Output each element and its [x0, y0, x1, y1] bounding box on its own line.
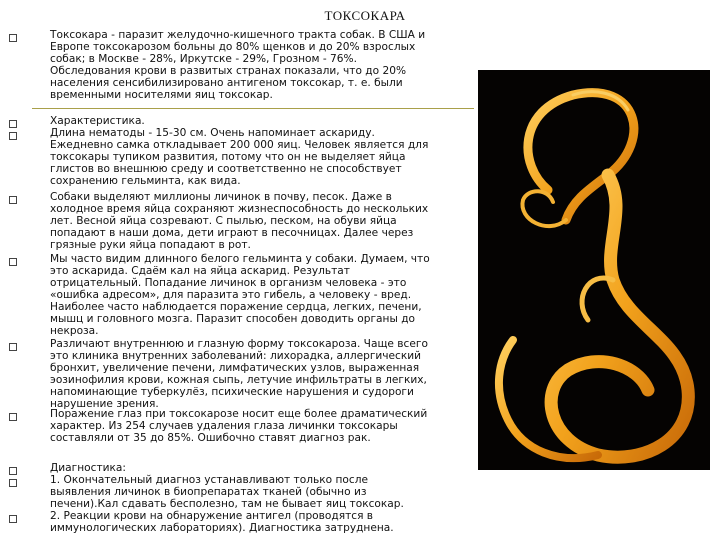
- item-text: Токсокара - паразит желудочно-кишечного тракта собак. В США и Европе токсокарозом больны до 80% щенков и до 20% взрослых собак; в Москве - 28%, Иркутске - 29%, Грозном - 76%. Обследования крови в развитых странах показали, что до 20% населения сенсибилизировано антигеном токсокар, т. е. были временными носителями яиц токсокар.: [50, 29, 426, 101]
- slide-title: ТОКСОКАРА: [324, 8, 406, 23]
- bullet-icon: [9, 413, 17, 421]
- toxocara-worm-photo: [478, 70, 710, 470]
- item-text: Диагностика:: [50, 462, 126, 474]
- bullet-icon: [9, 343, 17, 351]
- item-text: Характеристика.: [50, 115, 145, 127]
- item-text: Мы часто видим длинного белого гельминта у собаки. Думаем, что это аскарида. Сдаём кал на яйца аскарид. Результат отрицательный. Попадание личинок в организм человека - это «ошибка адресом», для паразита это гибель, а человеку - вред. Наиболее часто наблюдается поражение сердца, легких, печени, мышц и головного мозга. Паразит способен доводить органы до некроза.: [50, 253, 430, 337]
- worm-icon: [478, 70, 710, 470]
- bullet-icon: [9, 479, 17, 487]
- bullet-icon: [9, 515, 17, 523]
- item-text: Различают внутреннюю и глазную форму токсокароза. Чаще всего это клиника внутренних заболеваний: лихорадка, аллергический бронхит, увеличение печени, лимфатических узлов, выраженная эозинофилия крови, кожная сыпь, летучие инфильтраты в легких, напоминающие туберкулёз, психические нарушения и судороги нарушение зрения.: [50, 338, 428, 410]
- item-text: 2. Реакции крови на обнаружение антигел (проводятся в иммунологических лабораториях). Диагностика затруднена.: [50, 510, 394, 534]
- item-text: Длина нематоды - 15-30 см. Очень напоминает аскариду. Ежедневно самка откладывает 200 000 яиц. Человек является для токсокары тупиком развития, потому что он не выделяет яйца глистов во внешнюю среду и соответственно не способствует сохранению гельминта, как вида.: [50, 127, 429, 187]
- bullet-icon: [9, 120, 17, 128]
- bullet-icon: [9, 132, 17, 140]
- item-text: Собаки выделяют миллионы личинок в почву, песок. Даже в холодное время яйца сохраняют жизнеспособность до нескольких лет. Весной яйца созревают. С пылью, песком, на обуви яйца попадают в наши дома, дети играют в песочницах. Далее через грязные руки яйца попадают в рот.: [50, 191, 429, 251]
- item-text: Поражение глаз при токсокарозе носит еще более драматический характер. Из 254 случаев удаления глаза личинки токсокары составляли от 35 до 85%. Ошибочно ставят диагноз рак.: [50, 408, 428, 444]
- bullet-icon: [9, 196, 17, 204]
- divider: [32, 108, 474, 109]
- bullet-icon: [9, 34, 17, 42]
- bullet-icon: [9, 467, 17, 475]
- item-text: 1. Окончательный диагноз устанавливают только после выявления личинок в биопрепаратах тканей (обычно из печени).Кал сдавать бесполезно, там не бывает яиц токсокар.: [50, 474, 404, 510]
- bullet-icon: [9, 258, 17, 266]
